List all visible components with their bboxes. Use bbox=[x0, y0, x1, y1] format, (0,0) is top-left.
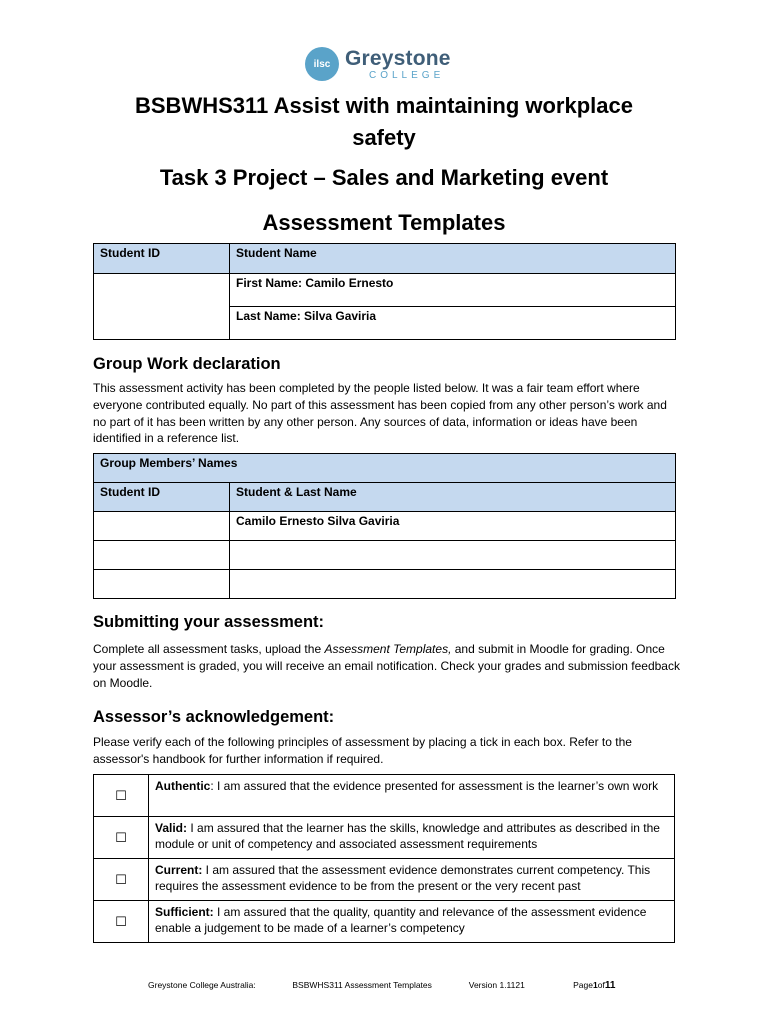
principle-text bbox=[149, 775, 675, 817]
last-name-cell[interactable]: Last Name: Silva Gaviria bbox=[230, 307, 676, 340]
sufficient-checkbox[interactable]: ☐ bbox=[94, 901, 149, 943]
table-row bbox=[94, 512, 676, 541]
group-col-student-name: Student & Last Name bbox=[230, 483, 676, 512]
current-checkbox[interactable]: ☐ bbox=[94, 859, 149, 901]
group-members-title: Group Members’ Names bbox=[94, 454, 676, 483]
table-row bbox=[94, 859, 675, 901]
student-id-header: Student ID bbox=[94, 244, 230, 274]
footer-page-prefix: Page bbox=[573, 980, 593, 990]
student-name-header: Student Name bbox=[230, 244, 676, 274]
group-work-heading: Group Work declaration bbox=[93, 355, 281, 373]
principles-table bbox=[93, 774, 675, 943]
table-row bbox=[94, 570, 676, 599]
member-name-cell[interactable]: Camilo Ernesto Silva Gaviria bbox=[230, 512, 676, 541]
member-id-cell[interactable] bbox=[94, 570, 230, 599]
footer-page-number: 1 bbox=[592, 980, 598, 990]
member-name-cell[interactable] bbox=[230, 570, 676, 599]
principle-description: I am assured that the assessment evidence demonstrates current competency. This requires the assessment evidence to be from the present or the very recent past bbox=[155, 863, 651, 893]
footer-version: Version 1.1121 bbox=[468, 980, 525, 990]
title-line-2: safety bbox=[352, 125, 416, 150]
authentic-checkbox[interactable]: ☐ bbox=[94, 775, 149, 817]
principle-label: Current: bbox=[155, 863, 203, 877]
member-id-cell[interactable] bbox=[94, 512, 230, 541]
student-id-cell[interactable] bbox=[94, 274, 230, 340]
principle-label: Sufficient: bbox=[155, 905, 214, 919]
principle-text bbox=[149, 901, 675, 943]
logo-badge: ilsc bbox=[305, 47, 339, 81]
footer-doc: BSBWHS311 Assessment Templates bbox=[292, 980, 432, 990]
submitting-heading: Submitting your assessment: bbox=[93, 613, 325, 631]
table-row bbox=[94, 775, 675, 817]
student-details-table bbox=[93, 243, 676, 340]
logo-subtitle: COLLEGE bbox=[369, 69, 445, 81]
group-col-student-id: Student ID bbox=[94, 483, 230, 512]
principle-label: Authentic bbox=[155, 779, 211, 793]
document-title bbox=[60, 90, 708, 154]
assessor-text: Please verify each of the following principles of assessment by placing a tick in each box. Refer to the assessor's handbook for further information if required. bbox=[93, 735, 632, 766]
principle-description: I am assured that the quality, quantity and relevance of the assessment evidence enable a judgement to be made of a learner’s competency bbox=[155, 905, 647, 935]
table-row bbox=[94, 541, 676, 570]
assessor-heading: Assessor’s acknowledgement: bbox=[93, 708, 335, 726]
task-title: Task 3 Project – Sales and Marketing event bbox=[159, 165, 609, 190]
member-id-cell[interactable] bbox=[94, 541, 230, 570]
footer-page bbox=[573, 980, 615, 991]
first-name-cell[interactable]: First Name: Camilo Ernesto bbox=[230, 274, 676, 307]
submitting-text-end: and submit in Moodle for grading. Once your assessment is graded, you will receive an email notification. Check your grades and submission feedback on Moodle. bbox=[93, 642, 680, 690]
principle-label: Valid: bbox=[155, 821, 188, 835]
table-row bbox=[94, 901, 675, 943]
table-row bbox=[94, 817, 675, 859]
page-footer bbox=[148, 980, 615, 991]
greystone-logo bbox=[305, 44, 451, 84]
footer-page-of: of bbox=[597, 980, 605, 990]
principle-description: : I am assured that the evidence presented for assessment is the learner’s own work bbox=[210, 779, 659, 793]
submitting-text bbox=[93, 641, 683, 691]
valid-checkbox[interactable]: ☐ bbox=[94, 817, 149, 859]
group-work-text: This assessment activity has been completed by the people listed below. It was a fair team effort where everyone contributed equally. No part of this assessment has been copied from any other person’s work and no part of it has been written by any other person. Any sources of data, information or ideas have been identified in a reference list. bbox=[93, 381, 667, 446]
member-name-cell[interactable] bbox=[230, 541, 676, 570]
principle-text bbox=[149, 817, 675, 859]
footer-page-total: 11 bbox=[604, 980, 616, 991]
group-members-table bbox=[93, 453, 676, 599]
footer-org: Greystone College Australia: bbox=[148, 980, 256, 990]
title-line-1: BSBWHS311 Assist with maintaining workplace bbox=[135, 93, 633, 118]
submitting-text-italic: Assessment Templates, bbox=[324, 642, 452, 656]
templates-title: Assessment Templates bbox=[262, 210, 506, 235]
submitting-text-start: Complete all assessment tasks, upload the bbox=[93, 642, 325, 656]
principle-description: I am assured that the learner has the skills, knowledge and attributes as described in the module or unit of competency and associated assessment requirements bbox=[155, 821, 660, 851]
logo-name: Greystone bbox=[345, 46, 451, 70]
principle-text bbox=[149, 859, 675, 901]
